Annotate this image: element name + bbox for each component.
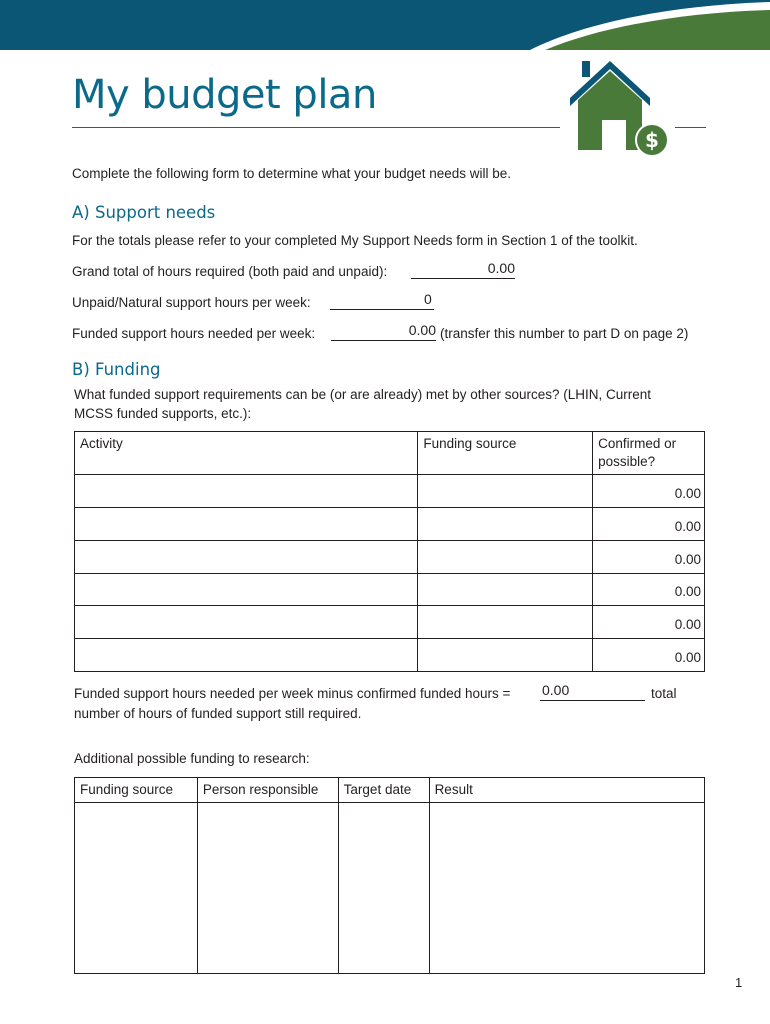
source-cell[interactable] [418, 508, 593, 541]
result-header: Result [434, 782, 473, 797]
table-row [75, 475, 705, 508]
research-table-row [75, 803, 705, 974]
table-row [75, 639, 705, 672]
page-title: My budget plan [72, 72, 377, 118]
funding-table-header [75, 432, 705, 475]
target-date-header: Target date [343, 782, 412, 797]
table-row [75, 574, 705, 606]
research-table-header [75, 778, 705, 803]
research-funding-source-cell[interactable] [75, 803, 198, 974]
section-a-heading: A) Support needs [72, 203, 216, 222]
confirmed-header-line1: Confirmed or [598, 436, 677, 451]
source-cell[interactable] [418, 606, 593, 639]
research-table [74, 777, 705, 974]
person-responsible-cell[interactable] [197, 803, 338, 974]
grand-total-field[interactable] [411, 260, 515, 279]
target-date-cell[interactable] [338, 803, 429, 974]
table-row [75, 541, 705, 574]
intro-text: Complete the following form to determine what your budget needs will be. [72, 166, 511, 181]
page-number: 1 [735, 975, 743, 990]
funding-question-line1: What funded support requirements can be (or are already) met by other sources? (LHIN, Current [74, 387, 652, 402]
activity-cell[interactable] [75, 508, 418, 541]
additional-label: Additional possible funding to research: [74, 751, 310, 766]
activity-header: Activity [80, 436, 123, 451]
confirmed-header [593, 432, 704, 474]
confirmed-value: 0.00 [674, 551, 701, 567]
activity-cell[interactable] [75, 606, 418, 639]
confirmed-header-line2: possible? [598, 454, 656, 469]
remaining-field[interactable] [540, 682, 645, 701]
house-with-dollar-icon [565, 58, 675, 160]
section-a-note: For the totals please refer to your completed My Support Needs form in Section 1 of the toolkit. [72, 233, 638, 248]
remaining-suffix: total [651, 686, 677, 701]
table-row [75, 606, 705, 639]
person-responsible-header: Person responsible [202, 782, 319, 797]
confirmed-value: 0.00 [674, 649, 701, 665]
funded-field[interactable] [331, 322, 436, 341]
source-cell[interactable] [418, 639, 593, 672]
confirmed-cell[interactable] [593, 475, 705, 508]
funding-source-header: Funding source [423, 436, 517, 451]
funded-note: (transfer this number to part D on page 2) [440, 326, 689, 341]
confirmed-cell[interactable] [593, 606, 705, 639]
funding-question-line2: MCSS funded supports, etc.): [74, 406, 252, 421]
research-funding-source-header: Funding source [80, 782, 174, 797]
unpaid-field[interactable] [330, 291, 434, 310]
grand-total-label: Grand total of hours required (both paid and unpaid): [72, 264, 388, 279]
table-row [75, 508, 705, 541]
source-cell[interactable] [418, 574, 593, 606]
title-rule-right [675, 127, 706, 128]
confirmed-value: 0.00 [674, 584, 701, 599]
section-b-heading: B) Funding [72, 360, 161, 379]
remaining-value: 0.00 [542, 682, 570, 698]
activity-cell[interactable] [75, 639, 418, 672]
remaining-label-line1: Funded support hours needed per week minus confirmed funded hours = [74, 686, 511, 701]
funded-label: Funded support hours needed per week: [72, 326, 316, 341]
confirmed-value: 0.00 [674, 485, 701, 501]
confirmed-cell[interactable] [593, 541, 705, 574]
unpaid-value: 0 [424, 291, 432, 307]
source-cell[interactable] [418, 541, 593, 574]
confirmed-value: 0.00 [674, 518, 701, 534]
header-band [0, 0, 770, 50]
funded-value: 0.00 [408, 322, 436, 338]
result-cell[interactable] [429, 803, 704, 974]
activity-cell[interactable] [75, 541, 418, 574]
unpaid-label: Unpaid/Natural support hours per week: [72, 295, 311, 310]
funding-table [74, 431, 705, 672]
activity-cell[interactable] [75, 475, 418, 508]
confirmed-cell[interactable] [593, 574, 705, 606]
activity-cell[interactable] [75, 574, 418, 606]
grand-total-value: 0.00 [487, 260, 515, 276]
confirmed-cell[interactable] [593, 639, 705, 672]
svg-text:$: $ [645, 128, 659, 152]
remaining-label-line2: number of hours of funded support still required. [74, 706, 362, 721]
source-cell[interactable] [418, 475, 593, 508]
confirmed-value: 0.00 [674, 616, 701, 632]
title-rule [72, 127, 560, 128]
confirmed-cell[interactable] [593, 508, 705, 541]
